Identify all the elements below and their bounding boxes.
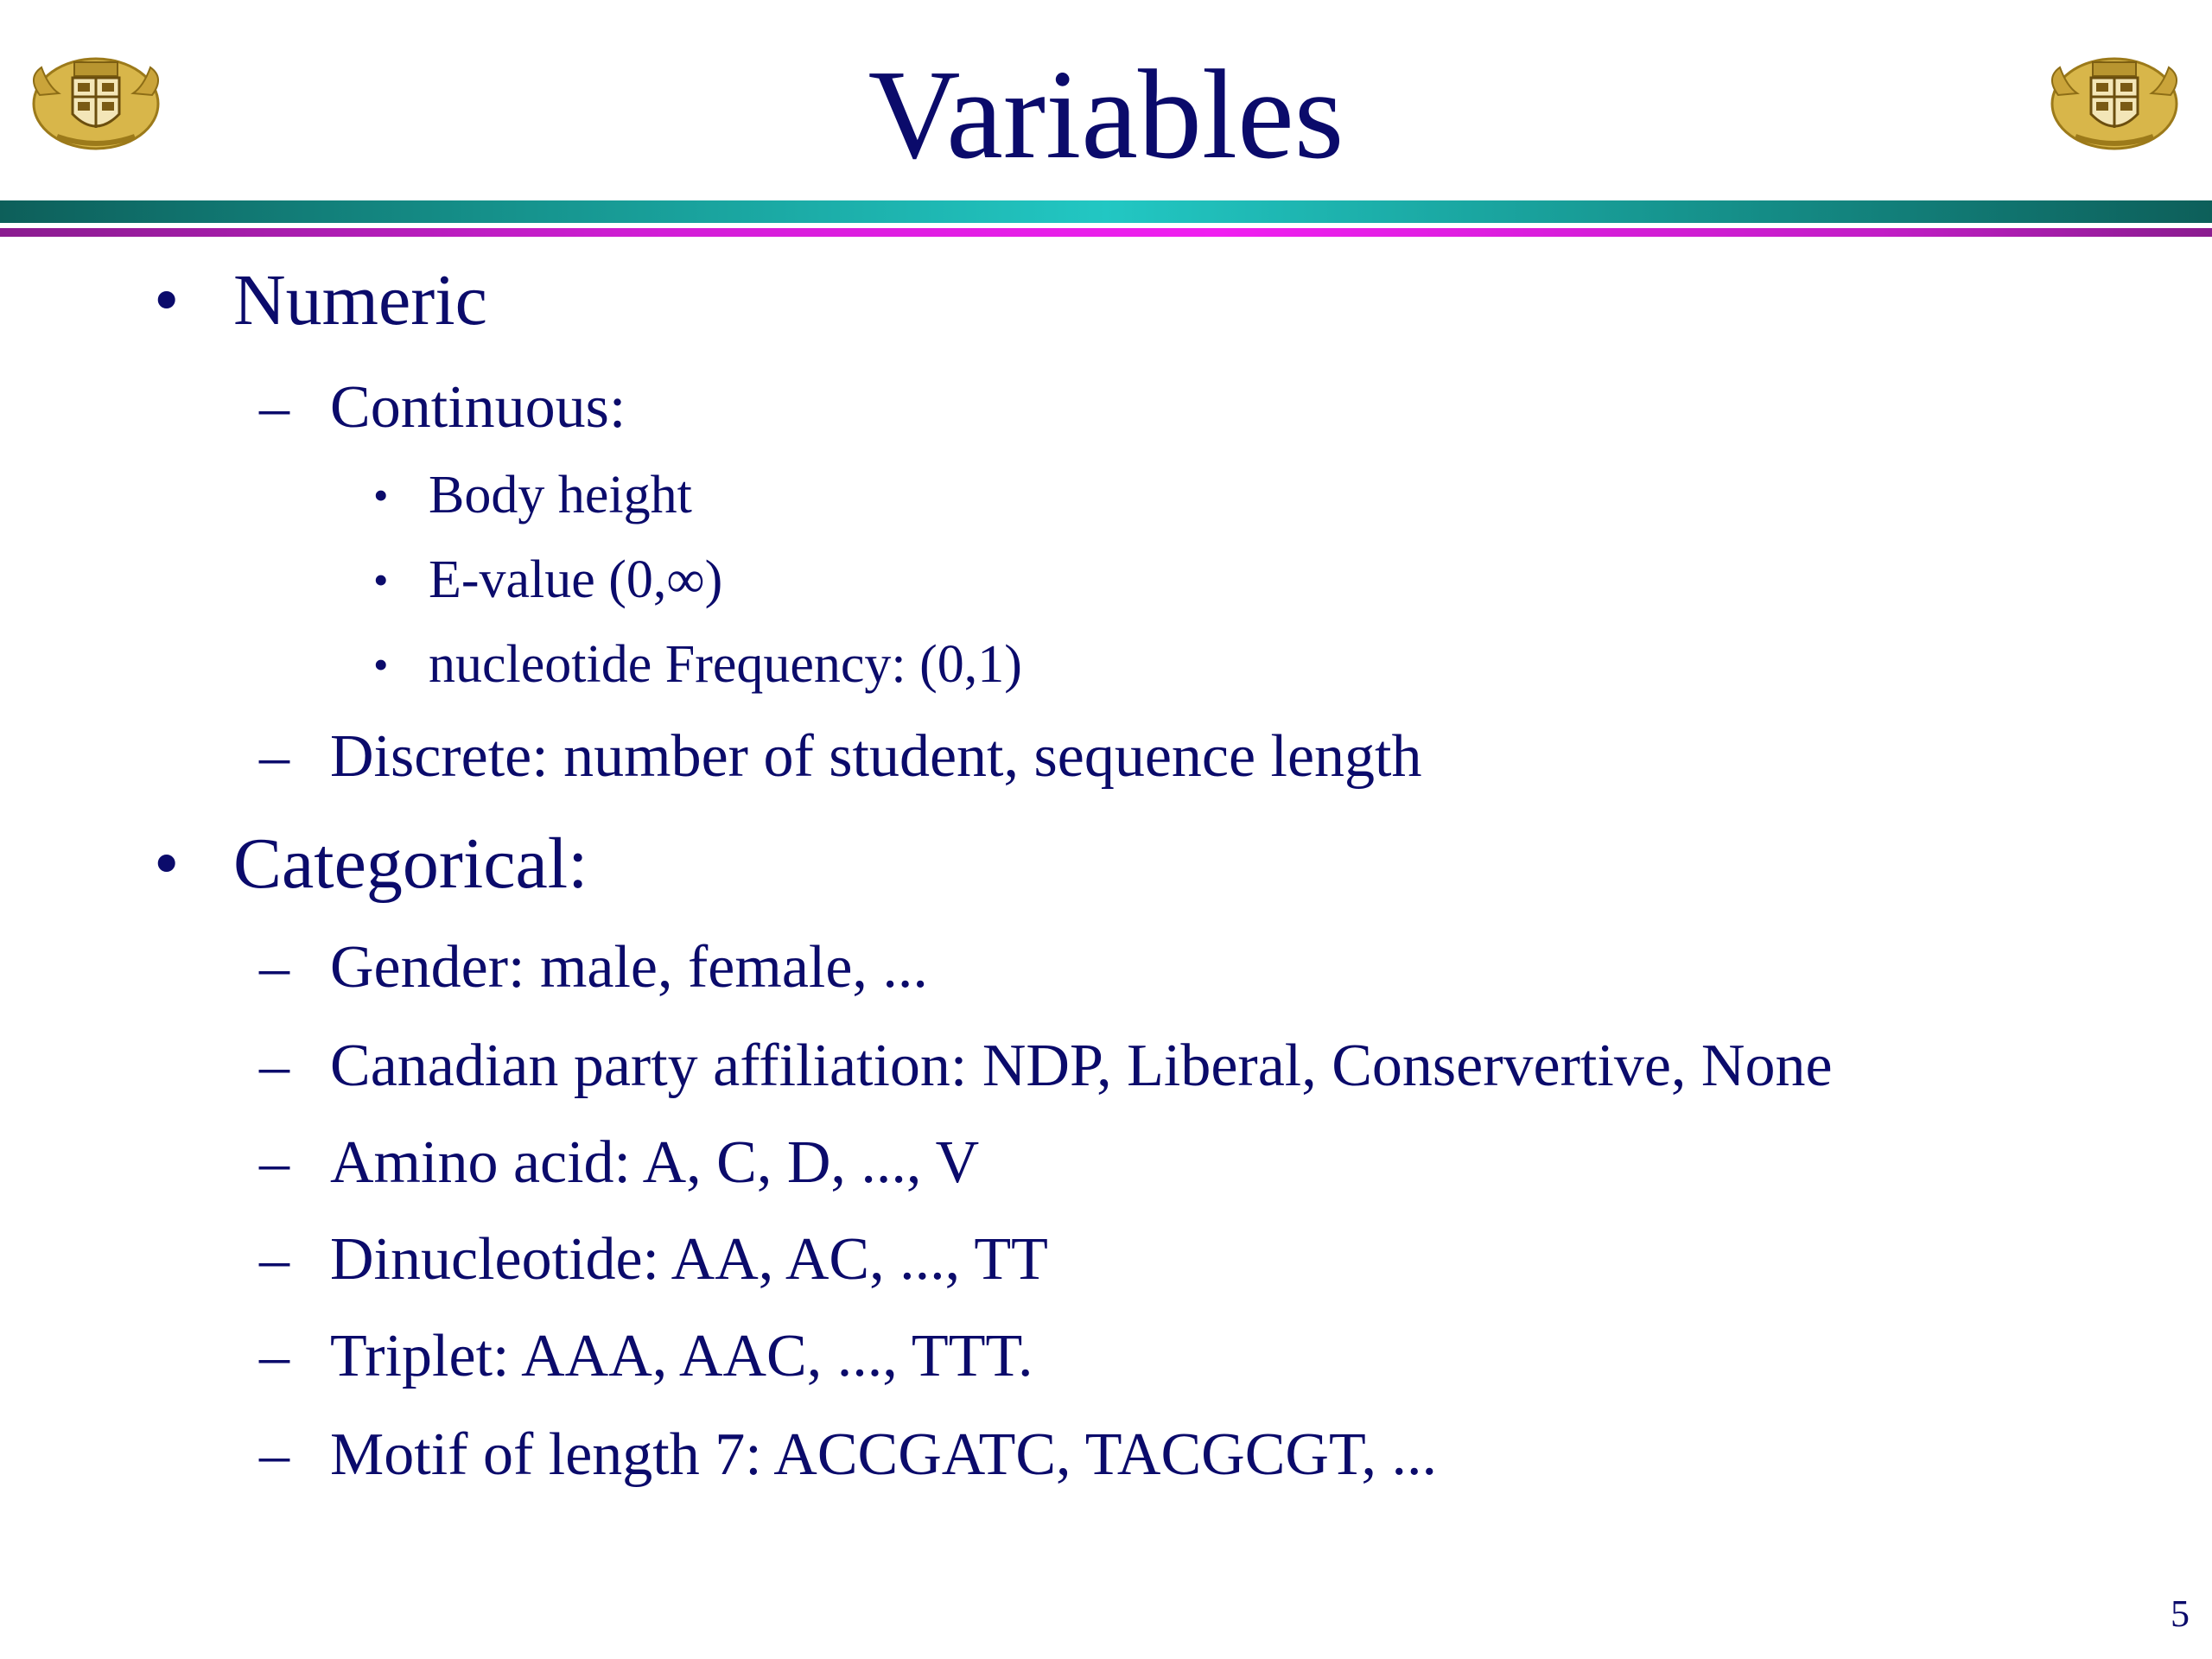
list-item: Body height bbox=[429, 466, 692, 524]
dash-marker: – bbox=[259, 934, 289, 1001]
list-item: Amino acid: A, C, D, ..., V bbox=[330, 1129, 980, 1196]
list-item: Canadian party affiliation: NDP, Liberal, Conservertive, None bbox=[330, 1033, 1833, 1099]
dash-marker: – bbox=[259, 1129, 289, 1196]
slide-title: Variables bbox=[868, 44, 1344, 186]
list-item: Motif of length 7: ACCGATC, TACGCGT, ... bbox=[330, 1421, 1438, 1488]
dash-marker: – bbox=[259, 1421, 289, 1488]
page-number: 5 bbox=[2171, 1592, 2190, 1635]
sub-bullet-continuous: Continuous: bbox=[330, 374, 626, 441]
list-item: Dinucleotide: AA, AC, ..., TT bbox=[330, 1226, 1048, 1293]
sub-bullet-discrete: Discrete: number of student, sequence length bbox=[330, 723, 1422, 790]
bullet-numeric: Numeric bbox=[233, 260, 487, 340]
list-item: E-value (0,∞) bbox=[429, 550, 723, 609]
list-item: Triplet: AAA, AAC, ..., TTT. bbox=[330, 1323, 1033, 1389]
dash-marker: – bbox=[259, 1226, 289, 1293]
list-item: Gender: male, female, ... bbox=[330, 934, 928, 1001]
bullet-marker: • bbox=[373, 471, 389, 519]
dash-marker: – bbox=[259, 1033, 289, 1099]
bullet-marker: • bbox=[373, 640, 389, 689]
dash-marker: – bbox=[259, 374, 289, 441]
bullet-marker: • bbox=[154, 260, 180, 340]
bullet-categorical: Categorical: bbox=[233, 823, 588, 904]
bullet-marker: • bbox=[154, 823, 180, 904]
list-item: nucleotide Frequency: (0,1) bbox=[429, 635, 1022, 694]
bullet-marker: • bbox=[373, 556, 389, 604]
dash-marker: – bbox=[259, 1323, 289, 1389]
dash-marker: – bbox=[259, 723, 289, 790]
